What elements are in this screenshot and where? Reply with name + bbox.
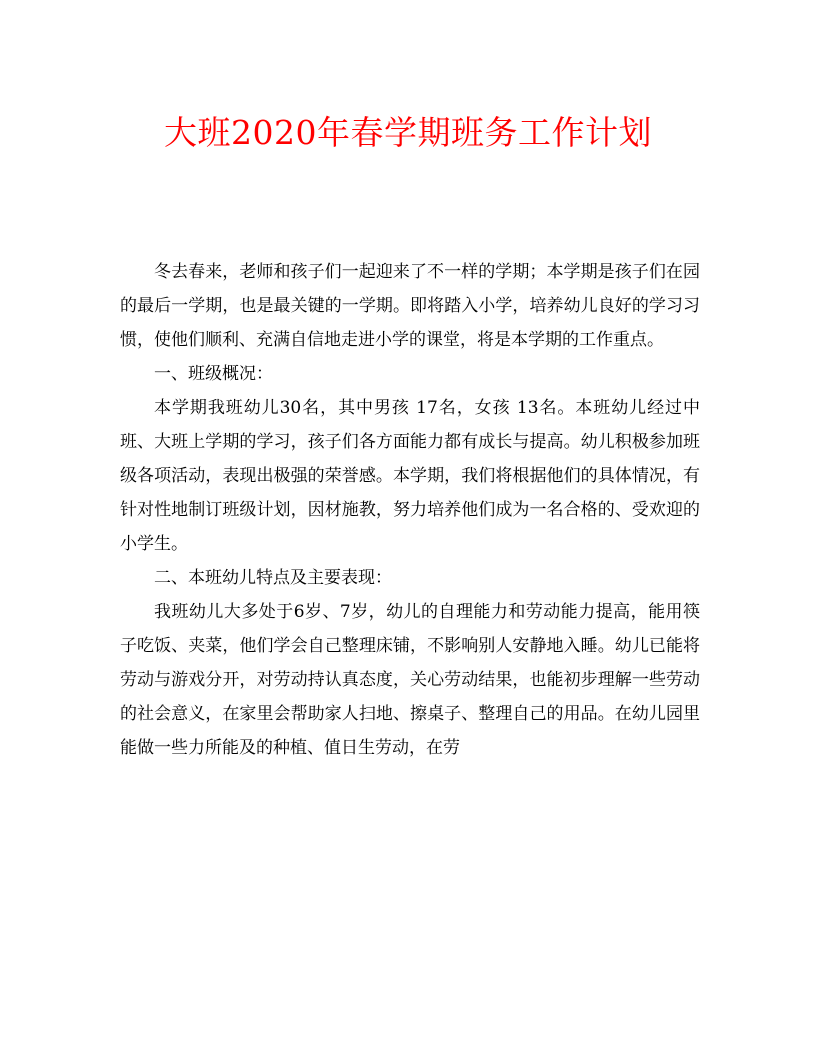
intro-paragraph: 冬去春来，老师和孩子们一起迎来了不一样的学期；本学期是孩子们在园的最后一学期，也是最关键的一学期。即将踏入小学，培养幼儿良好的学习习惯，使他们顺利、充满自信地走进小学的课堂，将是本学期的工作重点。 bbox=[120, 262, 700, 350]
document-body bbox=[120, 255, 700, 765]
section-heading-characteristics: 二、本班幼儿特点及主要表现： bbox=[154, 568, 392, 588]
class-overview-paragraph: 本学期我班幼儿30名，其中男孩 17名，女孩 13名。本班幼儿经过中班、大班上学期的学习，孩子们各方面能力都有成长与提高。幼儿积极参加班级各项活动，表现出极强的荣誉感。本学期，我们将根据他们的具体情况，有针对性地制订班级计划，因材施教，努力培养他们成为一名合格的、受欢迎的小学生。 bbox=[120, 398, 700, 554]
characteristics-paragraph: 我班幼儿大多处于6岁、7岁，幼儿的自理能力和劳动能力提高，能用筷子吃饭、夹菜，他们学会自己整理床铺，不影响别人安静地入睡。幼儿已能将劳动与游戏分开，对劳动持认真态度，关心劳动结果，也能初步理解一些劳动的社会意义，在家里会帮助家人扫地、擦桌子、整理自己的用品。在幼儿园里能做一些力所能及的种植、值日生劳动，在劳 bbox=[120, 602, 700, 758]
document-title: 大班2020年春学期班务工作计划 bbox=[164, 113, 652, 152]
section-heading-class-overview: 一、班级概况： bbox=[154, 364, 273, 384]
